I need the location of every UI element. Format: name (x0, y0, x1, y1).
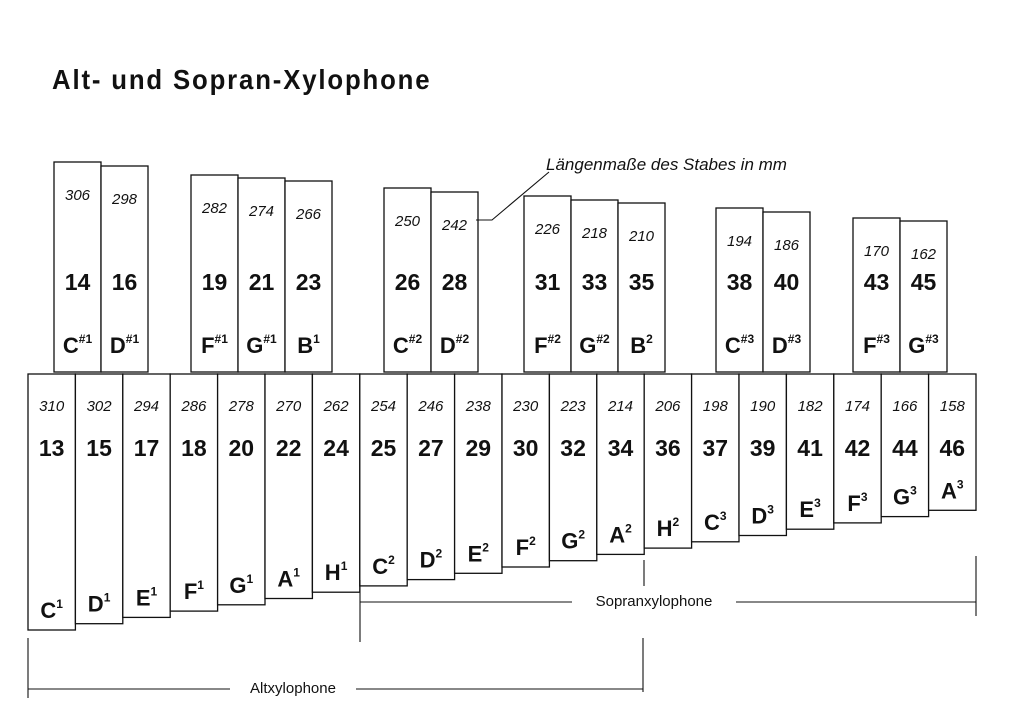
lower-bar-note-octave: 1 (246, 571, 254, 586)
lower-bar-number: 44 (892, 435, 918, 461)
lower-bar (502, 374, 549, 567)
upper-bar (54, 162, 101, 372)
lower-bar-number: 29 (465, 435, 492, 461)
lower-bar-number: 32 (560, 435, 586, 461)
upper-bar-length: 250 (394, 213, 421, 230)
upper-bar-number: 23 (295, 269, 322, 295)
upper-bar (238, 178, 285, 372)
upper-bar-length: 218 (581, 225, 608, 242)
lower-bar (312, 374, 359, 592)
lower-bar-note-octave: 1 (150, 584, 158, 599)
lower-bar-note-letter: E (135, 585, 151, 611)
lower-bar (170, 374, 217, 611)
lower-bar (75, 374, 122, 624)
lower-bar-length: 158 (939, 398, 965, 415)
lower-bar-length: 278 (228, 398, 254, 415)
lower-bar-note-octave: 3 (767, 502, 774, 517)
lower-bar-number: 27 (418, 435, 444, 461)
lower-bar-note-letter: A (941, 478, 957, 504)
upper-bar-note-octave: 1 (313, 332, 320, 346)
page-title: Alt- und Sopran-Xylophone (52, 64, 432, 95)
upper-bar-number: 26 (394, 269, 421, 295)
upper-bar-note-letter: C (62, 333, 79, 358)
upper-bar-note-letter: D (109, 333, 126, 358)
lower-bar-note-octave: 1 (103, 590, 111, 605)
lower-bar-length: 166 (892, 398, 918, 415)
lower-bar-note-octave: 2 (388, 552, 395, 567)
lower-bar-length: 254 (370, 398, 397, 415)
lower-bar-note-letter: D (87, 591, 104, 617)
upper-bar-note-octave: 2 (646, 332, 653, 346)
lower-bar-note-letter: A (277, 566, 294, 592)
lower-bar-note-octave: 1 (197, 578, 204, 593)
upper-bar-note-octave: #2 (455, 332, 470, 346)
upper-bar-length: 306 (64, 187, 91, 204)
lower-bar-note-octave: 2 (625, 521, 632, 536)
lower-bar-note-letter: D (419, 547, 436, 573)
lower-bar-note-octave: 2 (672, 515, 680, 530)
lower-bar-note-octave: 3 (956, 477, 964, 492)
upper-bar-note-octave: #2 (596, 332, 610, 346)
upper-bar-length: 170 (863, 243, 890, 260)
lower-bar (644, 374, 691, 548)
upper-bar (384, 188, 431, 372)
upper-bar-note-letter: D (771, 333, 788, 358)
lower-bar-number: 41 (797, 435, 823, 461)
upper-bar (101, 166, 148, 372)
upper-bar-note-octave: #3 (925, 332, 939, 346)
upper-bar-note-letter: F (534, 333, 548, 358)
upper-bar-note-octave: #2 (547, 332, 561, 346)
upper-bar-number: 21 (248, 269, 275, 295)
upper-bar-note-octave: #3 (740, 332, 755, 346)
upper-bar-number: 40 (773, 269, 800, 295)
upper-bar-length: 242 (441, 217, 468, 234)
lower-bar-note-octave: 1 (293, 565, 300, 580)
lower-bar-length: 190 (750, 398, 776, 415)
upper-bar-length: 186 (773, 237, 800, 254)
upper-bar (431, 192, 478, 372)
upper-bar-number: 35 (628, 269, 655, 295)
lower-bar-number: 17 (133, 435, 160, 461)
upper-bar-number: 45 (910, 269, 937, 295)
upper-bar-note-letter: B (630, 333, 647, 358)
lower-bar-note-octave: 2 (578, 527, 586, 542)
lower-bar (407, 374, 454, 580)
lower-bar (123, 374, 170, 617)
upper-bar-note-letter: G (579, 333, 597, 358)
upper-bar-number: 33 (581, 269, 608, 295)
upper-bar-length: 266 (295, 206, 322, 223)
upper-bar-note-octave: #3 (876, 332, 890, 346)
lower-bar-number: 37 (702, 435, 729, 461)
lower-bar-note-letter: C (40, 598, 57, 623)
lower-bar-length: 270 (276, 398, 302, 415)
lower-bar-note-octave: 3 (910, 483, 917, 498)
lower-bar-note-letter: H (324, 560, 341, 586)
upper-bar-number: 28 (441, 269, 468, 295)
lower-bar-length: 310 (39, 398, 65, 415)
upper-bar (571, 200, 618, 372)
lower-bar (455, 374, 502, 573)
lower-bar-note-letter: E (799, 497, 815, 523)
lower-bar-length: 230 (513, 398, 539, 415)
lower-bar-length: 174 (844, 398, 871, 415)
lower-bar-row (28, 374, 976, 630)
upper-bar-note-octave: #3 (787, 332, 802, 346)
lower-bar-note-octave: 2 (529, 534, 536, 548)
lower-bar-number: 22 (275, 435, 302, 461)
upper-bar (716, 208, 763, 372)
upper-bar-number: 31 (534, 269, 561, 295)
lower-bar-note-letter: G (561, 528, 579, 554)
upper-bar-note-letter: G (246, 333, 264, 358)
lower-bar (881, 374, 928, 517)
lower-bar-length: 198 (702, 398, 728, 415)
lower-bar-number: 18 (181, 435, 207, 461)
lower-bar (218, 374, 265, 605)
sopran-range-label: Sopranxylophone (595, 593, 713, 610)
upper-bar-note-letter: F (201, 333, 215, 358)
upper-bar-note-letter: B (297, 333, 314, 358)
upper-bar-note-octave: #1 (125, 332, 140, 346)
lower-bar-length: 182 (797, 398, 823, 415)
lower-bar (265, 374, 312, 599)
lower-bar (360, 374, 407, 586)
upper-bar-note-letter: C (392, 333, 409, 358)
upper-bar (900, 221, 947, 372)
lower-bar-length: 302 (86, 398, 112, 415)
lower-bar (786, 374, 833, 529)
upper-bar-number: 38 (726, 269, 753, 295)
lower-bar-length: 294 (133, 398, 160, 415)
upper-bar (524, 196, 571, 372)
lower-bar-note-letter: G (229, 572, 247, 598)
lower-bar (549, 374, 596, 561)
upper-bar-length: 162 (910, 246, 937, 263)
lower-bar-note-letter: E (467, 541, 483, 567)
lower-bar-number: 42 (844, 435, 871, 461)
lower-bar-note-octave: 2 (435, 546, 443, 561)
lower-bar-note-letter: D (751, 503, 768, 529)
lower-bar-note-octave: 3 (860, 489, 868, 504)
lower-bar-number: 34 (607, 435, 634, 461)
upper-bar-note-octave: #1 (78, 332, 93, 346)
upper-bar-length: 226 (534, 221, 561, 238)
upper-bar (853, 218, 900, 372)
lower-bar-note-letter: F (183, 579, 198, 605)
lower-bar-number: 25 (370, 435, 397, 461)
lower-bar-note-letter: A (609, 522, 626, 548)
lower-bar-note-octave: 1 (340, 559, 348, 574)
alt-range-label: Altxylophone (250, 680, 336, 697)
lower-bar-note-octave: 2 (482, 540, 489, 555)
lower-bar (28, 374, 75, 630)
lower-bar-note-letter: C (704, 509, 720, 535)
upper-bar-length: 274 (248, 203, 275, 220)
upper-bar (191, 175, 238, 372)
lower-bar (739, 374, 786, 536)
lower-bar-note-letter: F (515, 535, 530, 560)
lower-bar-number: 13 (38, 435, 65, 461)
alt-range (28, 638, 643, 698)
lower-bar-length: 206 (655, 398, 681, 415)
upper-bar-note-letter: D (439, 333, 456, 358)
lower-bar-number: 15 (86, 435, 112, 461)
lower-bar-length: 286 (181, 398, 207, 415)
lower-bar (929, 374, 976, 510)
lower-bar-note-octave: 3 (814, 496, 821, 511)
upper-bar (285, 181, 332, 372)
lower-bar-number: 46 (939, 435, 966, 461)
lower-bar-number: 36 (655, 435, 681, 461)
lower-bar-length: 214 (607, 398, 634, 415)
upper-bar-number: 43 (863, 269, 890, 295)
lower-bar-number: 20 (228, 435, 255, 461)
lower-bar-note-letter: H (656, 516, 673, 542)
lower-bar-number: 24 (323, 435, 349, 461)
upper-bar (763, 212, 810, 372)
upper-bar (618, 203, 665, 372)
upper-bar-length: 282 (201, 200, 228, 217)
upper-bar-note-octave: #1 (214, 332, 228, 346)
lower-bar-note-octave: 1 (56, 597, 63, 611)
upper-bar-note-letter: F (863, 333, 877, 358)
upper-bar-note-octave: #1 (263, 332, 277, 346)
upper-bar-length: 298 (111, 191, 138, 208)
lower-bar-length: 246 (418, 398, 444, 415)
length-annotation-label: Längenmaße des Stabes in mm (546, 155, 787, 174)
lower-bar (597, 374, 644, 554)
lower-bar-note-octave: 3 (719, 508, 727, 523)
lower-bar-length: 262 (323, 398, 349, 415)
lower-bar-note-letter: C (372, 553, 389, 579)
upper-bar-number: 19 (201, 269, 228, 295)
lower-bar (834, 374, 881, 523)
upper-bar-length: 210 (628, 228, 655, 245)
upper-bar-length: 194 (726, 233, 753, 250)
lower-bar (692, 374, 739, 542)
lower-bar-number: 30 (512, 435, 539, 461)
upper-bar-note-octave: #2 (408, 332, 423, 346)
upper-bar-number: 16 (111, 269, 138, 295)
lower-bar-length: 223 (560, 398, 586, 415)
upper-bar-row (54, 162, 947, 372)
lower-bar-length: 238 (465, 398, 491, 415)
upper-bar-note-letter: G (908, 333, 926, 358)
upper-bar-note-letter: C (724, 333, 741, 358)
lower-bar-note-letter: F (847, 490, 861, 516)
lower-bar-number: 39 (749, 435, 776, 461)
lower-bar-note-letter: G (892, 484, 911, 510)
upper-bar-number: 14 (64, 269, 91, 295)
